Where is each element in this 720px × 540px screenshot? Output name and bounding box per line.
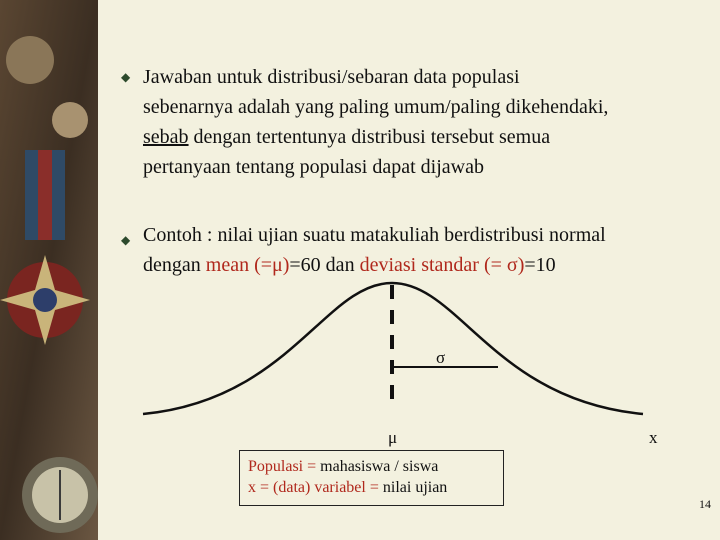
underlined-word: sebab: [143, 126, 189, 148]
text-span: dengan: [143, 254, 206, 276]
text-line: Contoh : nilai ujian suatu matakuliah berdistribusi normal: [143, 224, 606, 246]
bullet-icon: ◆: [121, 70, 131, 84]
std-dev-label: deviasi standar (= σ): [359, 254, 525, 276]
text-line: pertanyaan tentang populasi dapat dijawab: [143, 156, 484, 178]
legend-key: x = (data) variabel =: [248, 479, 383, 496]
text-line: sebenarnya adalah yang paling umum/paling dikehendaki,: [143, 96, 609, 118]
legend-value: nilai ujian: [382, 479, 448, 496]
text-line: Jawaban untuk distribusi/sebaran data populasi: [143, 66, 520, 88]
page-number: 14: [699, 497, 711, 511]
x-label: x: [649, 428, 658, 447]
legend-box: [239, 450, 504, 506]
sigma-label: σ: [436, 348, 446, 367]
text-span: =60 dan: [289, 254, 360, 276]
legend-line: [248, 477, 503, 498]
mu-label: μ: [388, 428, 398, 447]
mean-label: mean (=μ): [205, 254, 290, 276]
legend-line: [248, 456, 503, 477]
bullet-icon: ◆: [121, 233, 131, 247]
text-span: dengan tertentunya distribusi tersebut semua: [188, 126, 551, 148]
legend-key: Populasi =: [248, 458, 321, 475]
text-span: =10: [524, 254, 556, 276]
legend-value: mahasiswa / siswa: [320, 458, 439, 475]
